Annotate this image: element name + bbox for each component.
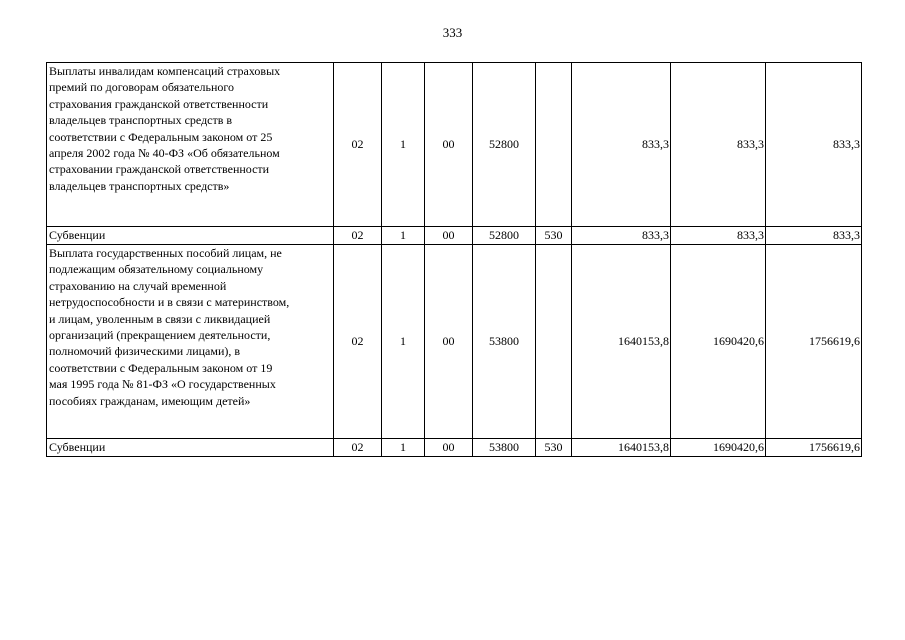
expense-type-code bbox=[536, 245, 572, 439]
amount-year-1: 1640153,8 bbox=[572, 245, 671, 439]
subsection-code: 1 bbox=[382, 63, 425, 227]
amount-year-1: 833,3 bbox=[572, 227, 671, 245]
row-description: Выплата государственных пособий лицам, не подлежащим обязательному социальному страхованию на случай временной нетрудоспособности и в связи с материнством, и лицам, уволенным в связи с ликвидацией организаций (прекращением деятельности, полномочий физическими лицами), в соответствии с Федеральным законом от 19 мая 1995 года № 81-ФЗ «О государственных пособиях гражданам, имеющим детей» bbox=[47, 245, 334, 439]
program-code: 00 bbox=[425, 63, 473, 227]
article-code: 53800 bbox=[473, 439, 536, 457]
table-row bbox=[47, 63, 862, 227]
table-row bbox=[47, 227, 862, 245]
budget-table bbox=[46, 62, 862, 457]
section-code: 02 bbox=[334, 439, 382, 457]
amount-year-2: 833,3 bbox=[671, 227, 766, 245]
expense-type-code: 530 bbox=[536, 439, 572, 457]
program-code: 00 bbox=[425, 245, 473, 439]
table-row bbox=[47, 439, 862, 457]
section-code: 02 bbox=[334, 245, 382, 439]
program-code: 00 bbox=[425, 439, 473, 457]
amount-year-2: 1690420,6 bbox=[671, 245, 766, 439]
program-code: 00 bbox=[425, 227, 473, 245]
expense-type-code bbox=[536, 63, 572, 227]
amount-year-1: 833,3 bbox=[572, 63, 671, 227]
row-description: Субвенции bbox=[47, 227, 334, 245]
section-code: 02 bbox=[334, 227, 382, 245]
article-code: 53800 bbox=[473, 245, 536, 439]
article-code: 52800 bbox=[473, 63, 536, 227]
subsection-code: 1 bbox=[382, 439, 425, 457]
amount-year-3: 833,3 bbox=[766, 227, 862, 245]
section-code: 02 bbox=[334, 63, 382, 227]
subsection-code: 1 bbox=[382, 245, 425, 439]
expense-type-code: 530 bbox=[536, 227, 572, 245]
row-description: Субвенции bbox=[47, 439, 334, 457]
table-row bbox=[47, 245, 862, 439]
amount-year-3: 1756619,6 bbox=[766, 439, 862, 457]
amount-year-1: 1640153,8 bbox=[572, 439, 671, 457]
amount-year-3: 1756619,6 bbox=[766, 245, 862, 439]
amount-year-3: 833,3 bbox=[766, 63, 862, 227]
subsection-code: 1 bbox=[382, 227, 425, 245]
amount-year-2: 1690420,6 bbox=[671, 439, 766, 457]
page-number: 333 bbox=[442, 25, 463, 40]
row-description: Выплаты инвалидам компенсаций страховых премий по договорам обязательного страхования гражданской ответственности владельцев транспортных средств в соответствии с Федеральным законом от 25 апреля 2002 года № 40-ФЗ «Об обязательном страховании гражданской ответственности владельцев транспортных средств» bbox=[47, 63, 334, 227]
article-code: 52800 bbox=[473, 227, 536, 245]
amount-year-2: 833,3 bbox=[671, 63, 766, 227]
